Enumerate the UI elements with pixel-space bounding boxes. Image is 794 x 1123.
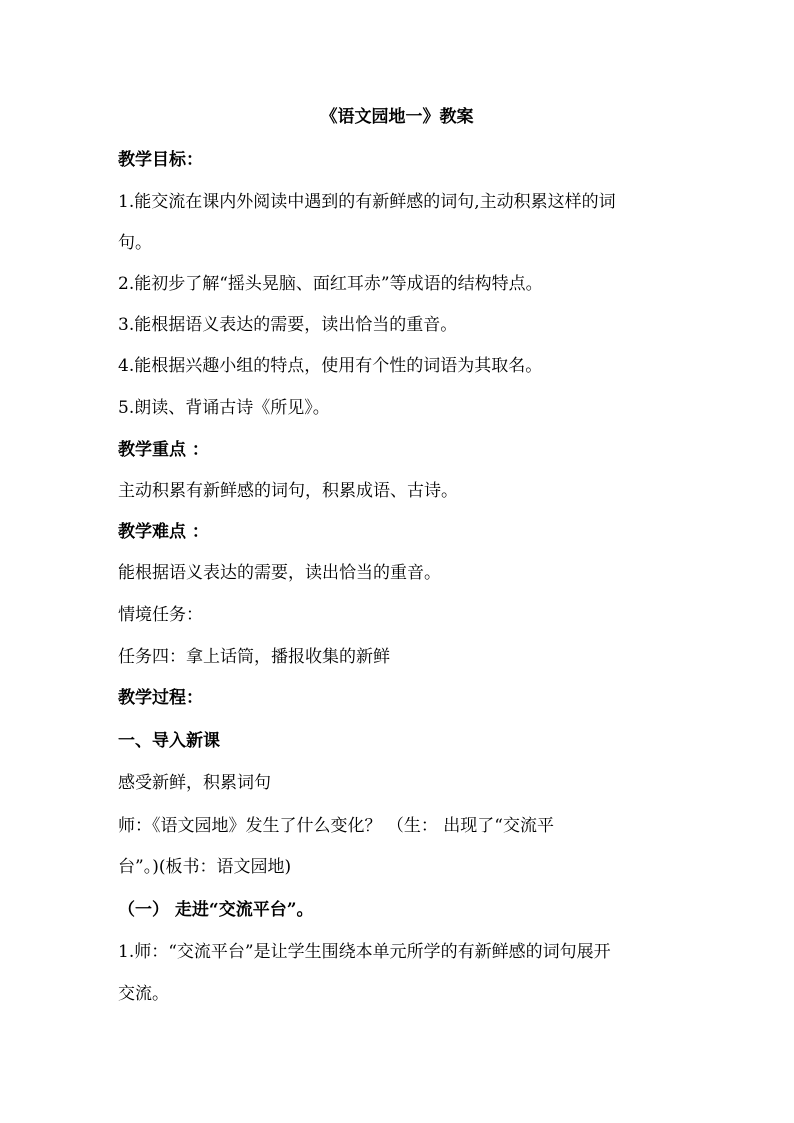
objective-line-continuation: 句。 [118,233,152,253]
paragraph-line-continuation: 台”。)(板书：语文园地) [118,857,292,877]
subsection-heading-intro: 一、导入新课 [118,731,220,751]
paragraph-line: 感受新鲜，积累词句 [118,773,271,793]
objective-line: 2.能初步了解“摇头晃脑、面红耳赤”等成语的结构特点。 [118,274,543,294]
section-heading-process: 教学过程： [118,688,203,708]
section-heading-difficulties: 教学难点 ： [118,522,209,542]
paragraph-line: 1.师：“交流平台”是让学生围绕本单元所学的有新鲜感的词句展开 [118,942,611,962]
paragraph-line-continuation: 交流。 [118,984,169,1004]
objective-line: 1.能交流在课内外阅读中遇到的有新鲜感的词句,主动积累这样的词 [118,192,616,212]
objective-line: 5.朗读、背诵古诗《所见》。 [118,398,330,418]
objective-line: 4.能根据兴趣小组的特点，使用有个性的词语为其取名。 [118,356,543,376]
document-title: 《语文园地一》教案 [320,107,474,127]
section-heading-objectives: 教学目标： [118,150,203,170]
objective-line: 3.能根据语义表达的需要，读出恰当的重音。 [118,315,458,335]
subsection-heading-platform: （一） 走进“交流平台”。 [118,900,314,920]
paragraph-line: 师：《语文园地》发生了什么变化？ （生： 出现了“交流平 [118,816,554,836]
difficulties-text: 能根据语义表达的需要，读出恰当的重音。 [118,563,441,583]
key-points-text: 主动积累有新鲜感的词句，积累成语、古诗。 [118,481,458,501]
section-heading-scenario-task: 情境任务： [118,605,203,625]
scenario-task-text: 任务四：拿上话筒，播报收集的新鲜 [118,647,390,667]
section-heading-key-points: 教学重点 ： [118,440,209,460]
